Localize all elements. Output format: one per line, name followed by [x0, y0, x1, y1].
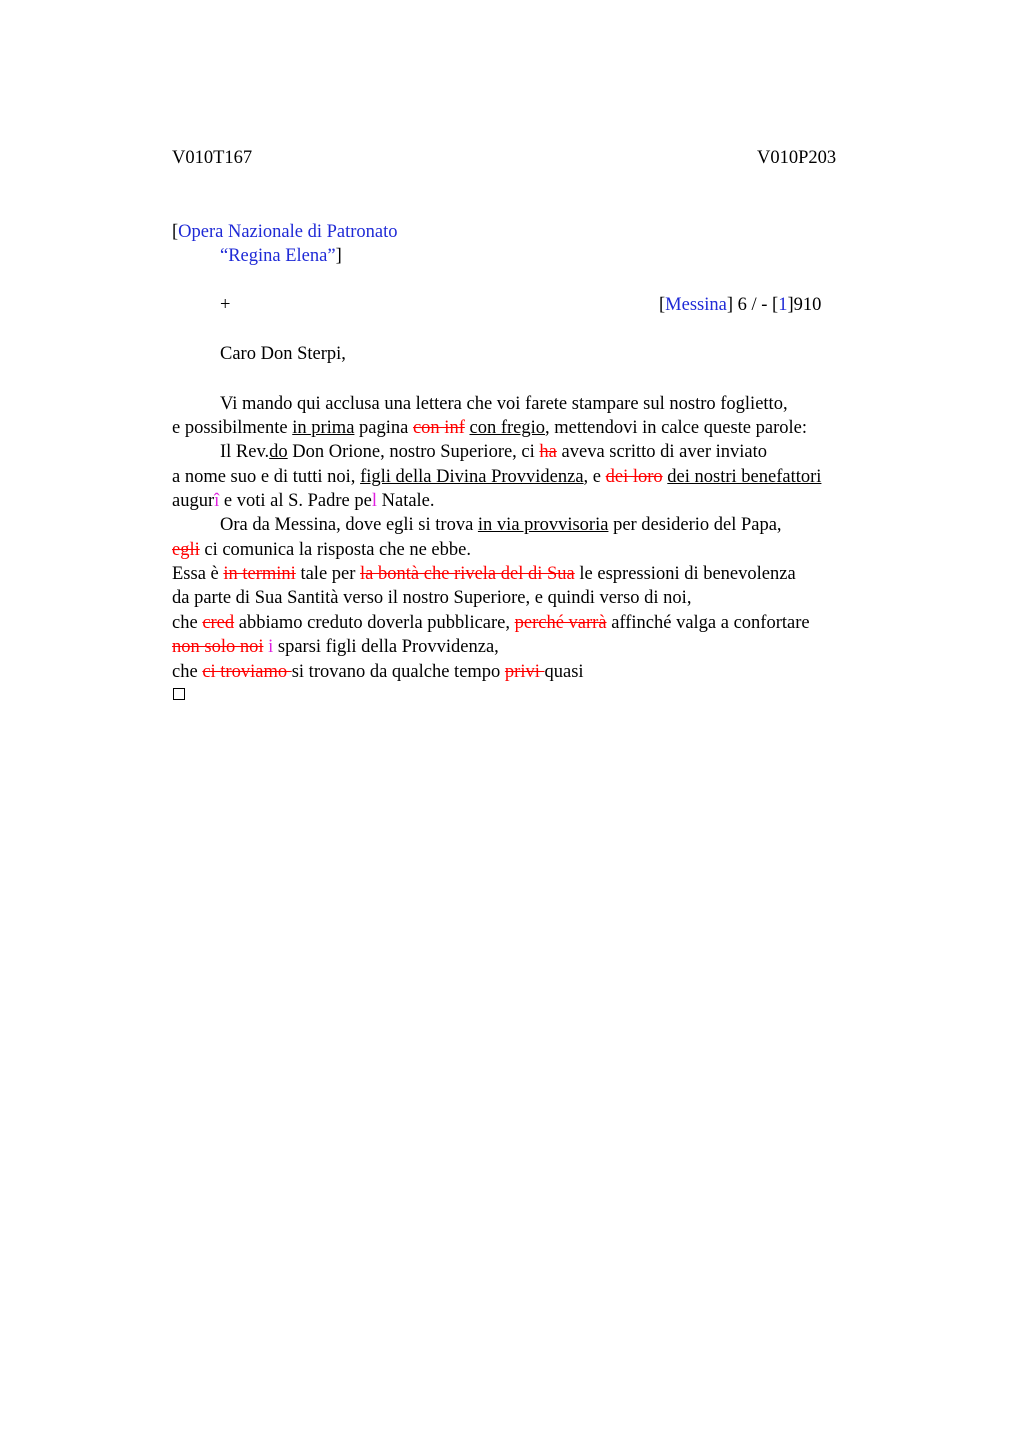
deletion: la bontà che rivela del di Sua	[360, 564, 575, 584]
deletion: egli	[172, 540, 200, 560]
text-segment: Ora da Messina, dove egli si trova	[220, 515, 478, 535]
correction: l	[371, 491, 377, 511]
text-segment: tale per	[295, 564, 361, 584]
body-line-12	[172, 660, 584, 684]
salutation: Caro Don Sterpi,	[220, 344, 346, 364]
text-segment: abbiamo creduto doverla pubblicare,	[234, 613, 515, 633]
body-line-10	[172, 611, 810, 635]
body-line-9: da parte di Sua Santità verso il nostro Superiore, e quindi verso di noi,	[172, 588, 692, 608]
end-box-icon	[173, 688, 185, 700]
text-segment: [	[659, 295, 666, 315]
text-segment: Natale.	[377, 491, 435, 511]
text-segment: affinché valga a confortare	[606, 613, 810, 633]
deletion: perché varrà	[514, 613, 607, 633]
dateline-digit: 1	[778, 295, 788, 315]
deletion: ci troviamo	[202, 662, 292, 682]
deletion: non solo noi	[172, 637, 264, 657]
text-segment: , mettendovi in calce queste parole:	[545, 418, 807, 438]
cross-symbol: +	[220, 295, 231, 315]
text-segment: aveva scritto di aver inviato	[556, 442, 767, 462]
deletion: cred	[202, 613, 235, 633]
body-line-2	[172, 416, 807, 440]
text-segment: ci comunica la risposta che ne ebbe.	[199, 540, 471, 560]
body-line-3	[220, 440, 767, 464]
text-segment: per desiderio del Papa,	[608, 515, 782, 535]
deletion: con inf	[412, 418, 465, 438]
letterhead-bracket-close: ]	[335, 246, 342, 266]
text-segment: e possibilmente	[172, 418, 293, 438]
text-segment: e voti al S. Padre pe	[219, 491, 372, 511]
correction: î	[214, 491, 220, 511]
text-segment: do	[269, 442, 288, 462]
text-segment: si trovano da qualche tempo	[291, 662, 505, 682]
body-line-8	[172, 562, 796, 586]
text-segment: figli della Divina Provvidenza	[360, 467, 584, 487]
text-segment: sparsi figli della Provvidenza,	[273, 637, 499, 657]
text-segment: Essa è	[172, 564, 224, 584]
deletion: privi	[504, 662, 545, 682]
deletion: dei loro	[605, 467, 663, 487]
text-segment: , e	[583, 467, 606, 487]
body-line-4	[172, 465, 821, 489]
text-segment: che	[172, 613, 203, 633]
text-segment: Don Orione, nostro Superiore, ci	[287, 442, 540, 462]
text-segment: ]910	[787, 295, 822, 315]
text-segment: augur	[172, 491, 215, 511]
text-segment: quasi	[544, 662, 584, 682]
body-line-5	[172, 489, 435, 513]
dateline	[659, 293, 821, 317]
letterhead-line-2	[220, 244, 342, 268]
text-segment: le espressioni di benevolenza	[574, 564, 796, 584]
text-segment: pagina	[354, 418, 413, 438]
text-segment: in via provvisoria	[477, 515, 609, 535]
text-segment: in prima	[292, 418, 355, 438]
text-segment: ] 6 / - [	[726, 295, 779, 315]
deletion: ha	[539, 442, 557, 462]
correction: i	[268, 637, 274, 657]
body-line-6	[220, 513, 782, 537]
text-segment: che	[172, 662, 203, 682]
deletion: in termini	[223, 564, 296, 584]
letterhead-line-1	[172, 220, 398, 244]
text-segment: a nome suo e di tutti noi,	[172, 467, 361, 487]
letterhead-org-name: Opera Nazionale di Patronato	[178, 222, 398, 242]
document-code-right: V010P203	[757, 148, 837, 168]
letterhead-bracket-open: [	[172, 222, 179, 242]
text-segment: Il Rev.	[220, 442, 270, 462]
dateline-place: Messina	[665, 295, 727, 315]
letterhead-org-subtitle: “Regina Elena”	[220, 246, 336, 266]
document-code-left: V010T167	[172, 148, 253, 168]
text-segment: dei nostri benefattori	[667, 467, 822, 487]
body-line-1: Vi mando qui acclusa una lettera che voi farete stampare sul nostro foglietto,	[220, 394, 788, 414]
body-line-7	[172, 538, 471, 562]
text-segment: con fregio	[469, 418, 545, 438]
body-line-11	[172, 635, 499, 659]
